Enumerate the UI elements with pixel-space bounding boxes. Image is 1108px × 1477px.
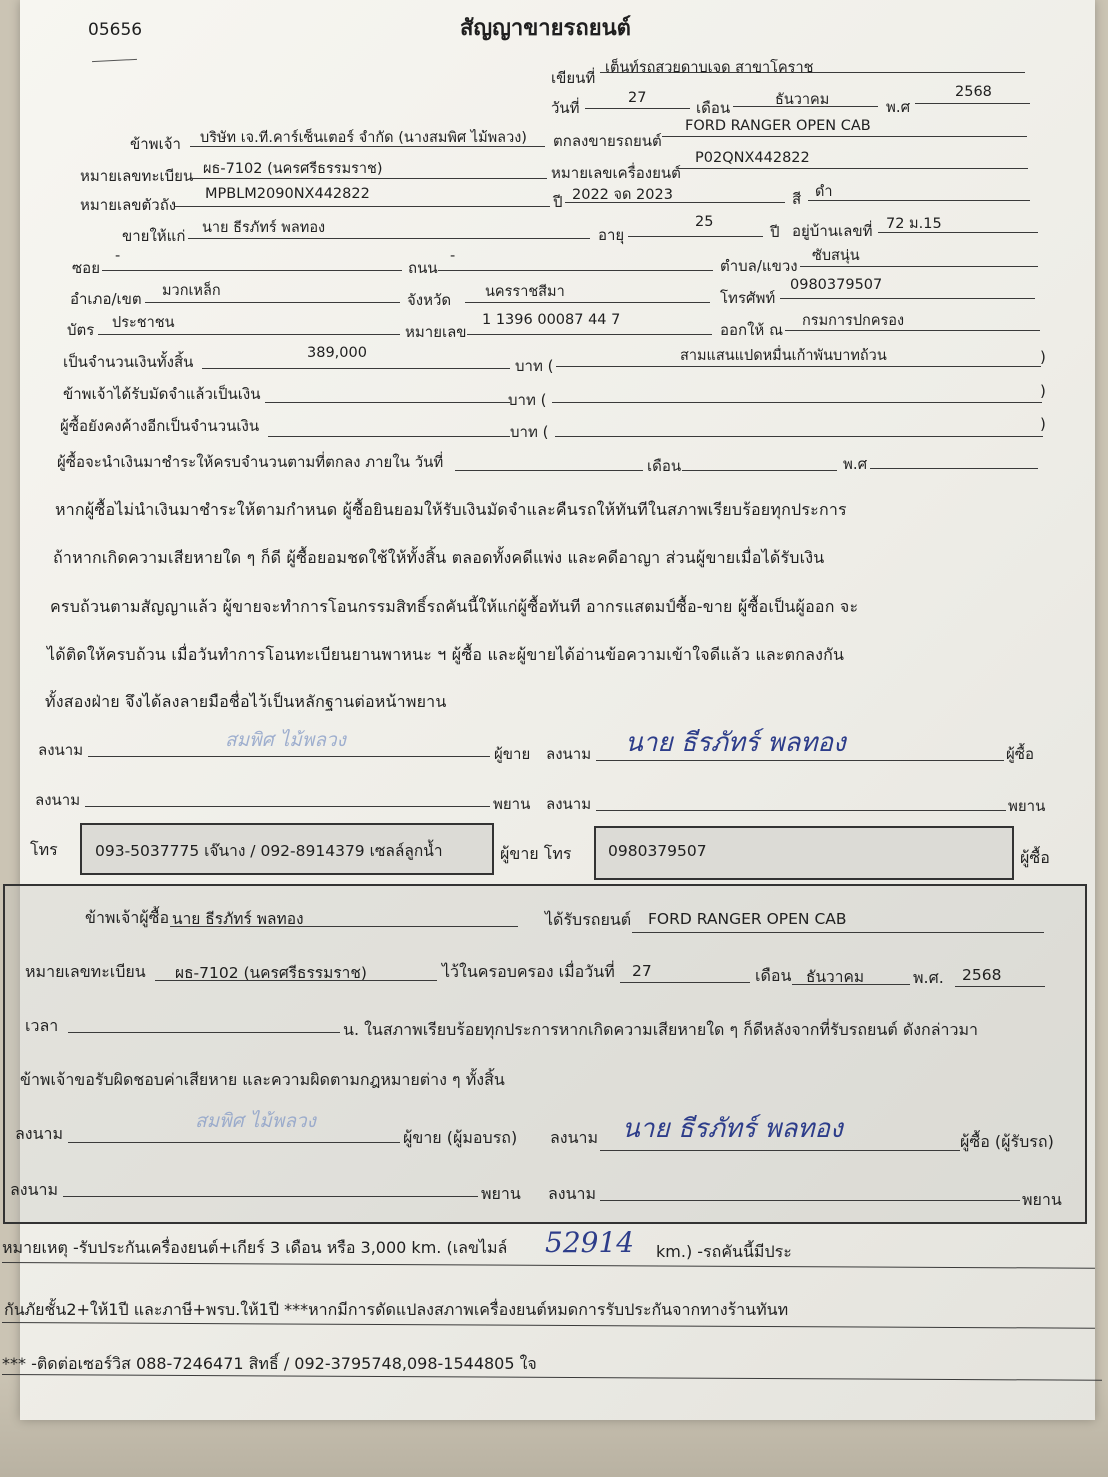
remain-words-line bbox=[555, 436, 1043, 437]
buyer-line bbox=[188, 238, 590, 239]
note-line-1a: หมายเหตุ -รับประกันเครื่องยนต์+เกียร์ 3 เดือน หรือ 3,000 km. (เลขไมล์ bbox=[2, 1238, 508, 1257]
receipt-buyer-value: นาย ธีรภัทร์ พลทอง bbox=[172, 910, 304, 928]
card-value: ประชาชน bbox=[112, 315, 175, 331]
seller-signature: สมพิศ ไม้พลวง bbox=[225, 729, 346, 751]
district-line bbox=[145, 302, 400, 303]
month-value: ธันวาคม bbox=[775, 92, 830, 108]
buyer-value: นาย ธีรภัทร์ พลทอง bbox=[202, 220, 326, 236]
receipt-box bbox=[3, 884, 1087, 1224]
road-value: - bbox=[450, 248, 456, 264]
deposit-label: ข้าพเจ้าได้รับมัดจำแล้วเป็นเงิน bbox=[63, 385, 261, 403]
receipt-witness-role-2: พยาน bbox=[1022, 1190, 1062, 1209]
receipt-car-value: FORD RANGER OPEN CAB bbox=[648, 910, 847, 928]
year-label: พ.ศ bbox=[886, 98, 911, 116]
id-line bbox=[467, 334, 712, 335]
receipt-seller-signature: สมพิศ ไม้พลวง bbox=[195, 1110, 316, 1132]
subdistrict-label: ตำบล/แขวง bbox=[720, 257, 798, 275]
year-line bbox=[915, 103, 1030, 104]
color-value: ดำ bbox=[815, 184, 833, 200]
receipt-month-line bbox=[792, 984, 910, 985]
engine-value: P02QNX442822 bbox=[695, 150, 810, 166]
total-line bbox=[202, 368, 510, 369]
chassis-value: MPBLM2090NX442822 bbox=[205, 186, 370, 202]
receipt-buyer-signature: นาย ธีรภัทร์ พลทอง bbox=[622, 1114, 843, 1144]
witness-1-line bbox=[85, 806, 490, 807]
sign-label-seller: ลงนาม bbox=[38, 741, 84, 759]
subdistrict-line bbox=[800, 266, 1038, 267]
date-label: วันที่ bbox=[551, 99, 580, 117]
witness-role-1: พยาน bbox=[493, 795, 531, 813]
id-label: หมายเลข bbox=[405, 323, 467, 341]
receipt-sign-label-witness-1: ลงนาม bbox=[10, 1180, 59, 1199]
total-value: 389,000 bbox=[307, 345, 367, 361]
receipt-year-label: พ.ศ. bbox=[913, 968, 944, 987]
buyer-signature: นาย ธีรภัทร์ พลทอง bbox=[625, 728, 846, 758]
id-value: 1 1396 00087 44 7 bbox=[482, 312, 621, 328]
buyer-sign-line bbox=[596, 760, 1004, 761]
receipt-witness-1-line bbox=[63, 1196, 478, 1197]
receipt-month-value: ธันวาคม bbox=[806, 968, 865, 986]
issued-label: ออกให้ ณ bbox=[720, 321, 783, 339]
seller-phones: 093-5037775 เจ๊นาง / 092-8914379 เซลล์ลูกน้ำ bbox=[95, 842, 443, 860]
receipt-plate-label: หมายเลขทะเบียน bbox=[25, 962, 146, 981]
road-line bbox=[438, 270, 713, 271]
house-value: 72 ม.15 bbox=[886, 216, 942, 232]
receipt-received-label: ได้รับรถยนต์ bbox=[545, 910, 632, 929]
receipt-buyer-line bbox=[170, 926, 518, 927]
note-line-1b: km.) -รถคันนี้มีประ bbox=[656, 1242, 792, 1261]
plate-label: หมายเลขทะเบียน bbox=[80, 167, 194, 185]
model-year-label: ปี bbox=[553, 193, 563, 211]
receipt-seller-role: ผู้ขาย (ผู้มอบรถ) bbox=[403, 1128, 518, 1147]
issued-line bbox=[785, 330, 1040, 331]
pay-year-label: พ.ศ bbox=[843, 455, 868, 473]
seller-tel-label: ผู้ขาย โทร bbox=[500, 844, 572, 863]
terms-line-1: หากผู้ซื้อไม่นำเงินมาชำระให้ตามกำหนด ผู้ซื้อยินยอมให้รับเงินมัดจำและคืนรถให้ทันทีในสภาพเรียบร้อยทุกประการ bbox=[55, 500, 847, 519]
pay-month-label: เดือน bbox=[647, 457, 682, 475]
witness-role-2: พยาน bbox=[1008, 797, 1046, 815]
car-line bbox=[662, 136, 1027, 137]
issued-value: กรมการปกครอง bbox=[802, 313, 905, 329]
plate-value: ผธ-7102 (นครศรีธรรมราช) bbox=[203, 161, 383, 177]
total-label: เป็นจำนวนเงินทั้งสิ้น bbox=[63, 353, 194, 371]
age-line bbox=[628, 236, 763, 237]
month-label: เดือน bbox=[696, 99, 731, 117]
buyer-label: ขายให้แก่ bbox=[122, 227, 186, 245]
receipt-possess-label: ไว้ในครอบครอง เมื่อวันที่ bbox=[442, 962, 615, 981]
remain-label: ผู้ซื้อยังคงค้างอีกเป็นจำนวนเงิน bbox=[60, 417, 260, 435]
receipt-time-text: น. ในสภาพเรียบร้อยทุกประการหากเกิดความเสียหายใด ๆ ก็ดีหลังจากที่รับรถยนต์ ดังกล่าวมา bbox=[343, 1020, 979, 1039]
receipt-plate-value: ผธ-7102 (นครศรีธรรมราช) bbox=[175, 964, 367, 982]
chassis-label: หมายเลขตัวถัง bbox=[80, 196, 177, 214]
model-year-value: 2022 จด 2023 bbox=[572, 187, 673, 203]
terms-line-5: ทั้งสองฝ่าย จึงได้ลงลายมือชื่อไว้เป็นหลักฐานต่อหน้าพยาน bbox=[45, 692, 447, 711]
receipt-day-value: 27 bbox=[632, 962, 652, 980]
remain-baht: บาท ( bbox=[510, 423, 549, 441]
total-baht: บาท ( bbox=[515, 357, 554, 375]
remain-line bbox=[268, 436, 510, 437]
written-at-line bbox=[600, 72, 1025, 73]
receipt-sign-label-witness-2: ลงนาม bbox=[548, 1184, 597, 1203]
receipt-witness-role-1: พยาน bbox=[481, 1184, 521, 1203]
model-year-line bbox=[565, 202, 785, 203]
chassis-line bbox=[175, 206, 550, 207]
seller-sign-line bbox=[88, 756, 490, 757]
day-value: 27 bbox=[628, 90, 647, 106]
deposit-close: ) bbox=[1040, 382, 1046, 400]
district-value: มวกเหล็ก bbox=[162, 283, 221, 299]
engine-label: หมายเลขเครื่องยนต์ bbox=[551, 164, 681, 182]
deposit-baht: บาท ( bbox=[508, 391, 547, 409]
written-at-value: เต็นท์รถสวยดาบเจด สาขาโคราช bbox=[605, 60, 814, 76]
tel-label: โทร bbox=[30, 840, 58, 859]
pay-month-line bbox=[682, 470, 837, 471]
plate-line bbox=[192, 178, 547, 179]
sign-label-buyer: ลงนาม bbox=[546, 745, 592, 763]
province-label: จังหวัด bbox=[407, 291, 452, 309]
district-label: อำเภอ/เขต bbox=[70, 290, 142, 308]
deposit-words-line bbox=[552, 402, 1042, 403]
car-value: FORD RANGER OPEN CAB bbox=[685, 118, 871, 134]
receipt-sign-label-seller: ลงนาม bbox=[15, 1124, 64, 1143]
soi-line bbox=[102, 270, 402, 271]
terms-line-4: ได้ติดให้ครบถ้วน เมื่อวันทำการโอนทะเบียนยานพาหนะ ฯ ผู้ซื้อ และผู้ขายได้อ่านข้อความเข้าใจดีแล้ว และตกลงกัน bbox=[47, 645, 845, 664]
year-value: 2568 bbox=[955, 84, 992, 100]
card-line bbox=[98, 334, 400, 335]
card-label: บัตร bbox=[67, 321, 95, 339]
terms-line-2: ถ้าหากเกิดความเสียหายใด ๆ ก็ดี ผู้ซื้อยอมชดใช้ให้ทั้งสิ้น ตลอดทั้งคดีแพ่ง และคดีอาญา ส่วนผู้ขายเมื่อได้รับเงิน bbox=[53, 548, 825, 567]
seller-line bbox=[190, 146, 545, 147]
total-words: สามแสนแปดหมื่นเก้าพันบาทถ้วน bbox=[680, 348, 887, 364]
contract-title: สัญญาขายรถยนต์ bbox=[460, 16, 631, 41]
engine-line bbox=[678, 168, 1028, 169]
color-line bbox=[808, 200, 1030, 201]
total-close: ) bbox=[1040, 348, 1046, 366]
written-at-label: เขียนที่ bbox=[551, 69, 596, 87]
phone-label: โทรศัพท์ bbox=[720, 289, 776, 307]
note-line-2: กันภัยชั้น2+ให้1ปี และภาษี+พรบ.ให้1ปี ***หากมีการดัดแปลงสภาพเครื่องยนต์หมดการรับประกันจากทางร้านทันท bbox=[4, 1300, 789, 1319]
province-line bbox=[465, 302, 710, 303]
subdistrict-value: ซับสนุ่น bbox=[812, 248, 860, 264]
buyer-role: ผู้ซื้อ bbox=[1006, 745, 1034, 763]
receipt-year-line bbox=[955, 986, 1045, 987]
soi-label: ซอย bbox=[72, 259, 100, 277]
age-value: 25 bbox=[695, 214, 714, 230]
receipt-seller-sign-line bbox=[68, 1142, 400, 1143]
receipt-sign-label-buyer: ลงนาม bbox=[550, 1128, 599, 1147]
sign-label-witness-1: ลงนาม bbox=[35, 791, 81, 809]
receipt-buyer-sign-line bbox=[600, 1150, 960, 1151]
phone-line bbox=[780, 298, 1035, 299]
receipt-plate-line bbox=[155, 980, 437, 981]
document-number: 05656 bbox=[88, 20, 143, 40]
receipt-time-label: เวลา bbox=[25, 1016, 59, 1035]
color-label: สี bbox=[792, 190, 802, 208]
buyer-phone: 0980379507 bbox=[608, 842, 707, 860]
pay-year-line bbox=[870, 468, 1038, 469]
soi-value: - bbox=[115, 248, 121, 264]
pay-day-line bbox=[455, 470, 643, 471]
terms-line-3: ครบถ้วนตามสัญญาแล้ว ผู้ขายจะทำการโอนกรรมสิทธิ์รถคันนี้ให้แก่ผู้ซื้อทันที อากรแสตมป์ซื้อ-ขาย ผู้ซื้อเป็นผู้ออก จะ bbox=[50, 597, 859, 616]
receipt-month-label: เดือน bbox=[755, 966, 792, 985]
witness-2-line bbox=[596, 810, 1006, 811]
road-label: ถนน bbox=[408, 259, 438, 277]
day-line bbox=[585, 108, 690, 109]
receipt-witness-2-line bbox=[600, 1200, 1020, 1201]
total-words-line bbox=[556, 366, 1041, 367]
pay-label: ผู้ซื้อจะนำเงินมาชำระให้ครบจำนวนตามที่ตกลง ภายใน วันที่ bbox=[57, 453, 444, 471]
receipt-liability: ข้าพเจ้าขอรับผิดชอบค่าเสียหาย และความผิดตามกฎหมายต่าง ๆ ทั้งสิ้น bbox=[20, 1070, 505, 1089]
deposit-line bbox=[265, 402, 510, 403]
receipt-year-value: 2568 bbox=[962, 966, 1002, 984]
receipt-buyer-role: ผู้ซื้อ (ผู้รับรถ) bbox=[960, 1132, 1054, 1151]
receipt-time-line bbox=[68, 1032, 340, 1033]
receipt-car-line bbox=[632, 932, 1044, 933]
sign-label-witness-2: ลงนาม bbox=[546, 795, 592, 813]
phone-value: 0980379507 bbox=[790, 277, 883, 293]
agree-label: ตกลงขายรถยนต์ bbox=[553, 132, 662, 150]
seller-label: ข้าพเจ้า bbox=[130, 135, 181, 153]
age-unit: ปี bbox=[770, 223, 780, 241]
remain-close: ) bbox=[1040, 415, 1046, 433]
receipt-day-line bbox=[620, 982, 750, 983]
note-line-3: *** -ติดต่อเซอร์วิส 088-7246471 สิทธิ์ / 092-3795748,098-1544805 ใจ bbox=[2, 1354, 537, 1373]
house-label: อยู่บ้านเลขที่ bbox=[792, 222, 873, 240]
month-line bbox=[733, 106, 878, 107]
seller-value: บริษัท เจ.ที.คาร์เซ็นเตอร์ จำกัด (นางสมพิศ ไม้พลวง) bbox=[200, 130, 527, 146]
mileage-handwritten: 52914 bbox=[545, 1226, 635, 1259]
buyer-phone-role: ผู้ซื้อ bbox=[1020, 848, 1050, 867]
receipt-buyer-label: ข้าพเจ้าผู้ซื้อ bbox=[85, 908, 170, 927]
province-value: นครราชสีมา bbox=[485, 284, 565, 300]
seller-role: ผู้ขาย bbox=[494, 745, 531, 763]
house-line bbox=[878, 232, 1038, 233]
age-label: อายุ bbox=[598, 226, 625, 244]
